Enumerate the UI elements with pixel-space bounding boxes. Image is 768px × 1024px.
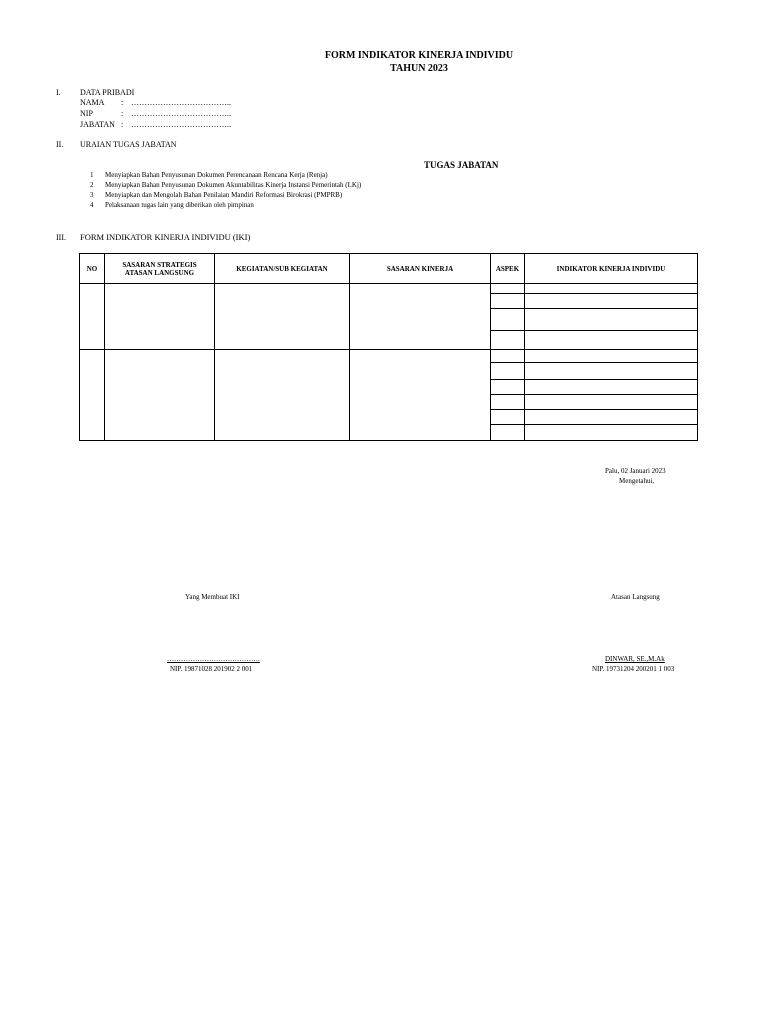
cell-iki[interactable] (525, 331, 698, 350)
section1-heading: DATA PRIBADI (80, 88, 135, 97)
field-jabatan-value: ……………………………….. (131, 120, 231, 129)
field-jabatan-label: JABATAN (80, 120, 115, 129)
cell-sasaran-strategis[interactable] (105, 284, 215, 350)
task-text: Menyiapkan Bahan Penyusunan Dokumen Akuntabilitas Kinerja Instansi Pemerintah (LKj) (105, 181, 362, 189)
cell-aspek[interactable] (491, 309, 525, 331)
form-year: TAHUN 2023 (390, 63, 448, 74)
cell-no[interactable] (80, 350, 105, 441)
cell-no[interactable] (80, 284, 105, 350)
task-number: 4 (90, 201, 94, 209)
section1-number: I. (56, 88, 61, 97)
field-jabatan-sep: : (121, 120, 124, 129)
task-number: 3 (90, 191, 94, 199)
place-date: Palu, 02 Januari 2023 (605, 467, 666, 475)
cell-sasaran-kinerja[interactable] (350, 350, 491, 441)
cell-aspek[interactable] (491, 425, 525, 441)
cell-sasaran-strategis[interactable] (105, 350, 215, 441)
acknowledged-label: Mengetahui, (619, 477, 655, 485)
col-header-sasaran-strategis-line2: ATASAN LANGSUNG (124, 268, 195, 277)
right-signer-role: Atasan Langsung (611, 593, 660, 601)
form-title: FORM INDIKATOR KINERJA INDIVIDU (324, 50, 514, 61)
section3-number: III. (56, 233, 66, 242)
section2-heading: URAIAN TUGAS JABATAN (80, 140, 177, 149)
cell-aspek[interactable] (491, 410, 525, 425)
col-header-sasaran-kinerja: SASARAN KINERJA (350, 254, 491, 284)
field-nip-label: NIP (80, 109, 93, 118)
iki-table (79, 253, 698, 441)
cell-iki[interactable] (525, 363, 698, 380)
cell-iki[interactable] (525, 395, 698, 410)
cell-iki[interactable] (525, 309, 698, 331)
field-nip-value: ……………………………….. (131, 109, 231, 118)
cell-aspek[interactable] (491, 294, 525, 309)
left-signer-name: …………………………………. (167, 655, 260, 663)
task-text: Menyiapkan Bahan Penyusunan Dokumen Perencanaan Rencana Kerja (Renja) (105, 171, 328, 179)
cell-iki[interactable] (525, 425, 698, 441)
cell-iki[interactable] (525, 294, 698, 309)
cell-iki[interactable] (525, 410, 698, 425)
table-row (80, 350, 698, 363)
table-row (80, 284, 698, 294)
col-header-aspek: ASPEK (491, 254, 525, 284)
cell-iki[interactable] (525, 350, 698, 363)
cell-aspek[interactable] (491, 395, 525, 410)
field-nama-value: ……………………………….. (131, 98, 231, 107)
cell-aspek[interactable] (491, 363, 525, 380)
field-nama-sep: : (121, 98, 124, 107)
section2-number: II. (56, 140, 64, 149)
right-signer-nip: NIP. 19731204 200201 1 003 (592, 665, 675, 673)
table-header-row (80, 254, 698, 284)
cell-aspek[interactable] (491, 284, 525, 294)
col-header-sasaran-strategis (105, 254, 215, 284)
cell-sasaran-kinerja[interactable] (350, 284, 491, 350)
tugas-jabatan-heading: TUGAS JABATAN (424, 160, 499, 170)
task-number: 2 (90, 181, 94, 189)
task-text: Menyiapkan dan Mengolah Bahan Penilaian Mandiri Reformasi Birokrasi (PMPRB) (105, 191, 343, 199)
col-header-iki: INDIKATOR KINERJA INDIVIDU (525, 254, 698, 284)
col-header-no: NO (80, 254, 105, 284)
col-header-kegiatan: KEGIATAN/SUB KEGIATAN (215, 254, 350, 284)
left-signer-nip: NIP. 19871028 201902 2 001 (170, 665, 253, 673)
cell-aspek[interactable] (491, 331, 525, 350)
cell-aspek[interactable] (491, 350, 525, 363)
task-number: 1 (90, 171, 94, 179)
field-nip-sep: : (121, 109, 124, 118)
cell-iki[interactable] (525, 284, 698, 294)
cell-kegiatan[interactable] (215, 284, 350, 350)
task-text: Pelaksanaan tugas lain yang diberikan oleh pimpinan (105, 201, 254, 209)
cell-kegiatan[interactable] (215, 350, 350, 441)
cell-iki[interactable] (525, 380, 698, 395)
field-nama-label: NAMA (80, 98, 105, 107)
cell-aspek[interactable] (491, 380, 525, 395)
right-signer-name: DINWAR, SE.,M.Ak (605, 655, 665, 663)
section3-heading: FORM INDIKATOR KINERJA INDIVIDU (IKI) (80, 232, 251, 242)
left-signer-role: Yang Membuat IKI (185, 593, 240, 601)
col-header-sasaran-strategis-line1: SASARAN STRATEGIS (122, 260, 197, 269)
